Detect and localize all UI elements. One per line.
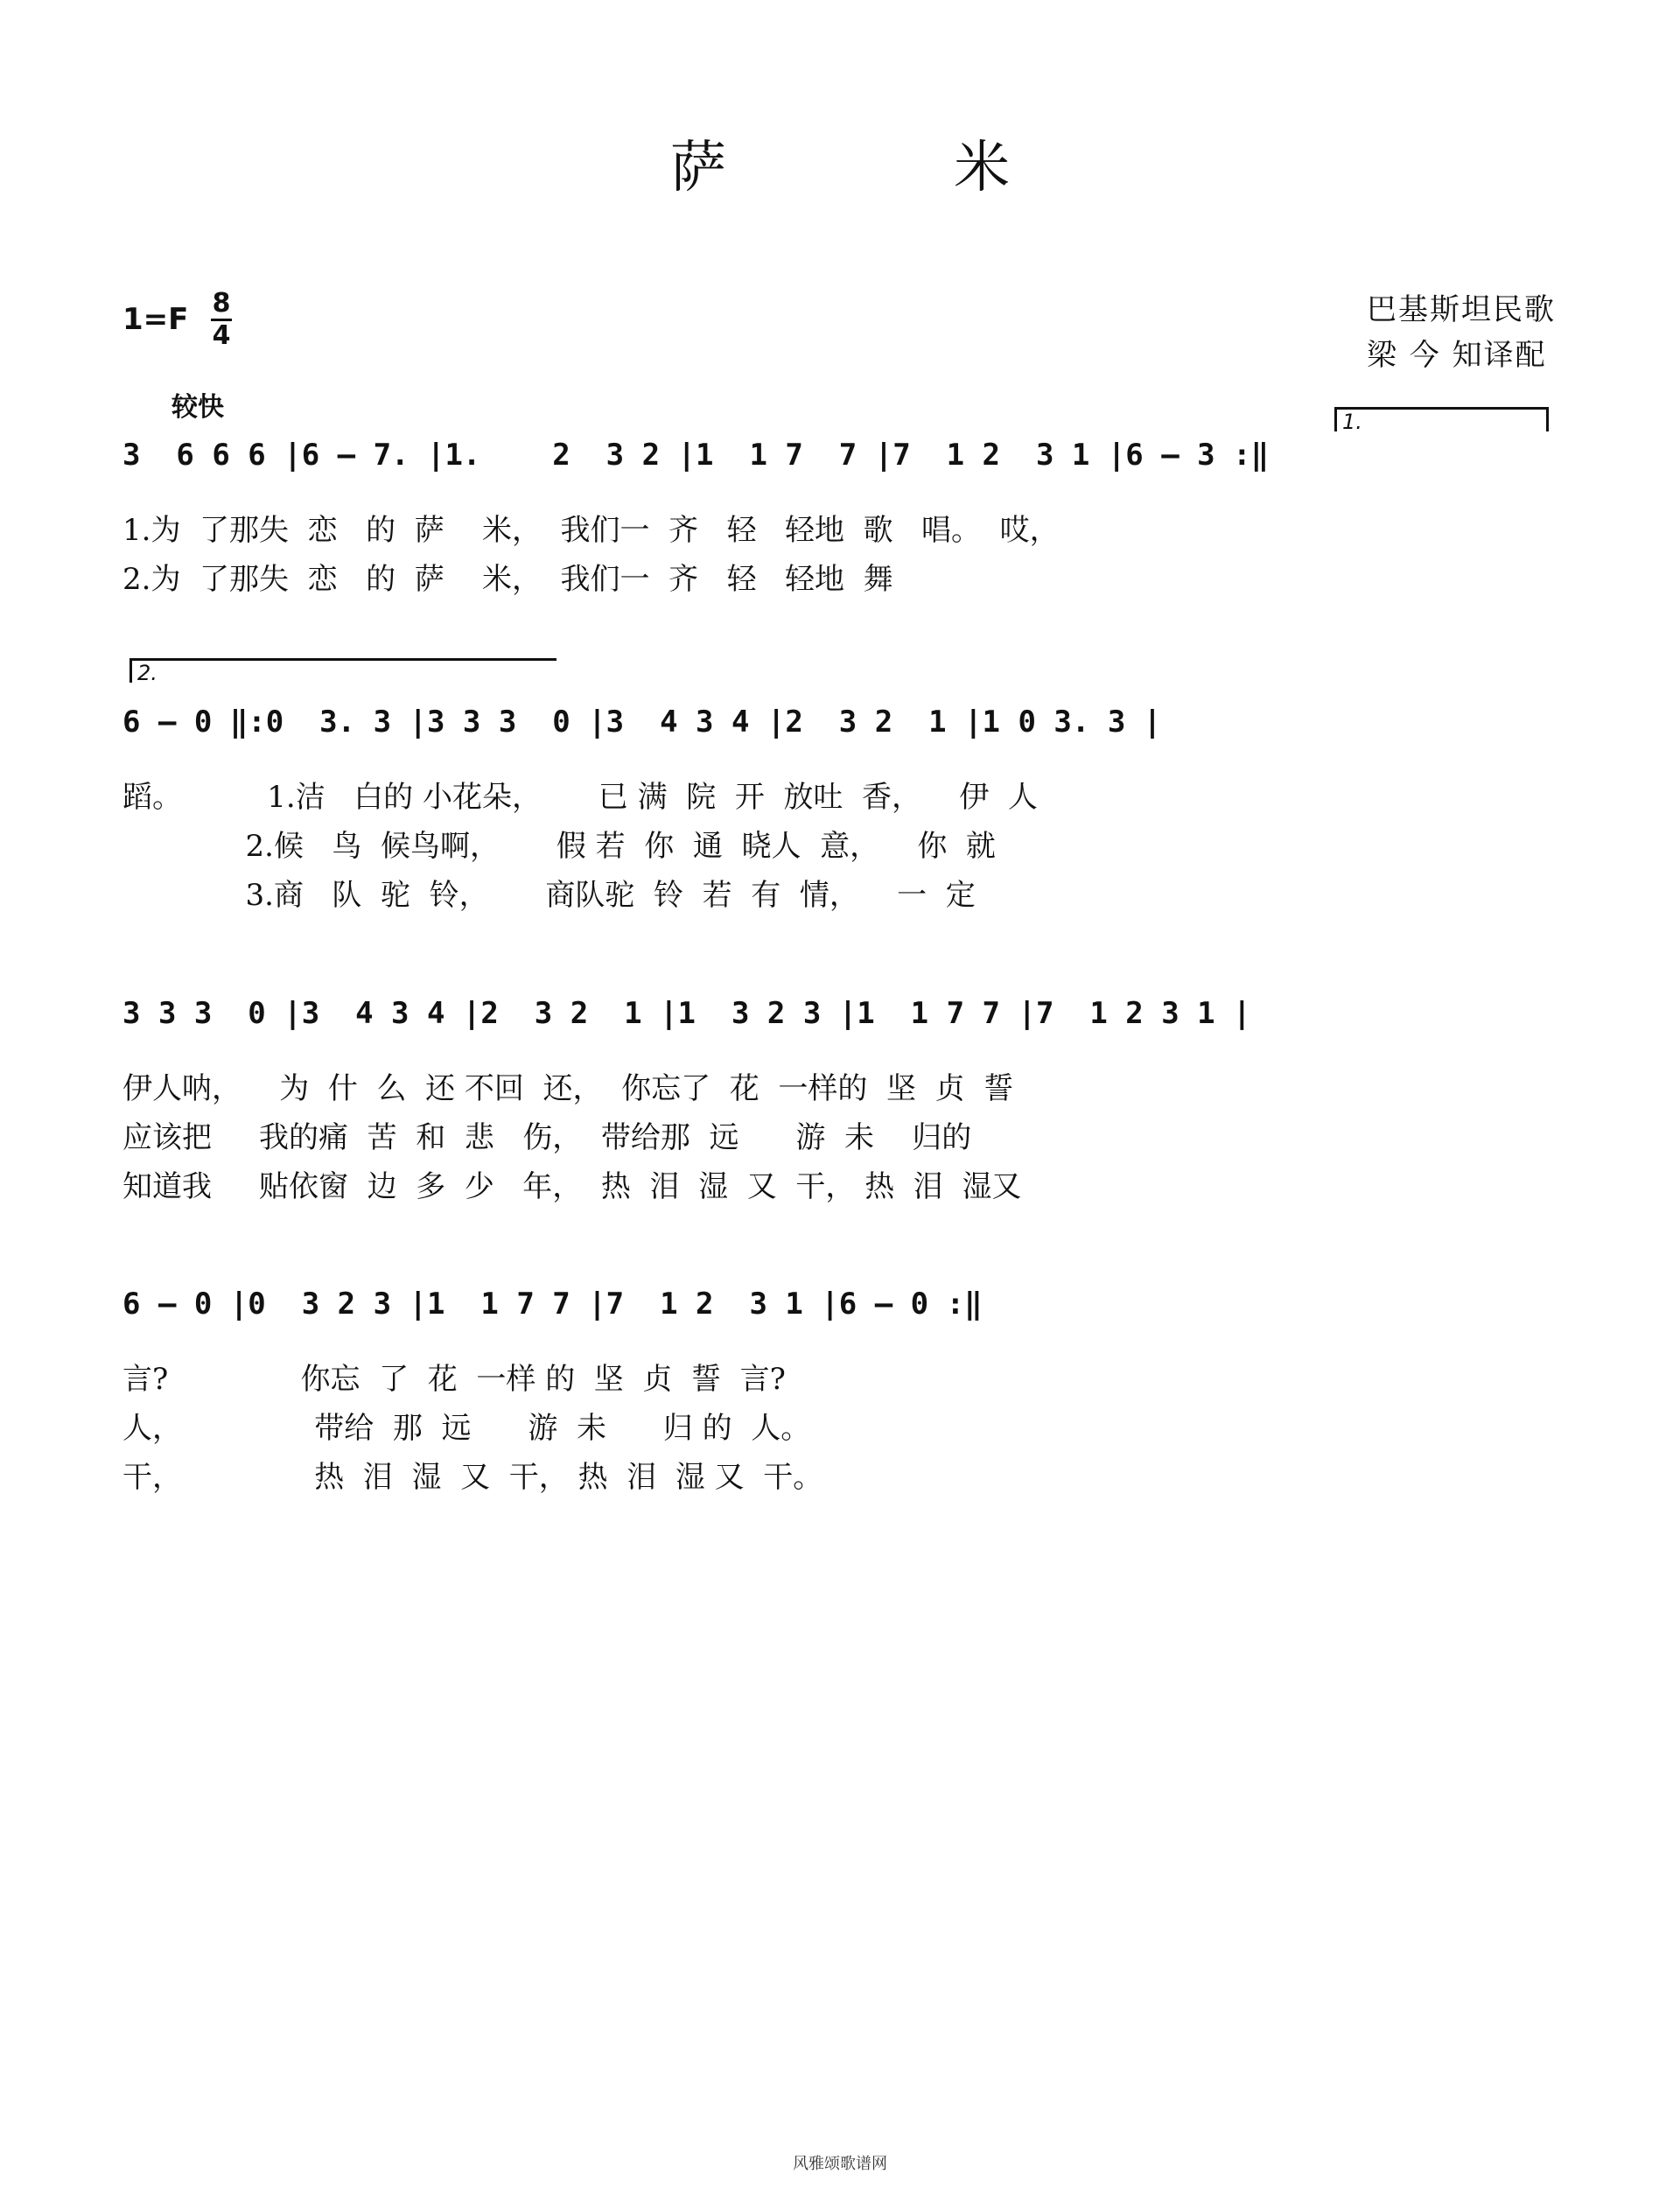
lyric-line: 1.为 了那失 恋 的 萨 米， 我们一 齐 轻 轻地 歌 唱。 哎， [122,513,1060,548]
key-signature: 1=F [122,302,189,337]
time-signature [208,289,234,351]
first-ending-label: 1. [1342,410,1362,434]
song-title: 萨 米 [669,136,1116,200]
lyric-line: 3.商 队 驼 铃， 商队驼 铃 若 有 情， 一 定 [122,878,976,913]
notation-line: 3 6 6 6 |6 – 7. |1. 2 3 2 |1 1 7 7 |7 1 2 3 1 |6 – 3 :‖ [122,438,1270,473]
lyric-line: 2.候 鸟 候鸟啊， 假 若 你 通 晓人 意， 你 就 [122,829,996,864]
footer-watermark: 风雅颂歌谱网 [793,2155,887,2173]
credits [1367,287,1556,378]
lyric-line: 伊人呐， 为 什 么 还 不回 还， 你忘了 花 一样的 坚 贞 誓 [122,1071,1014,1106]
tempo-marking: 较快 [172,392,224,423]
second-ending-bracket [130,658,556,683]
second-ending-label: 2. [137,661,158,685]
lyric-line: 应该把 我的痛 苦 和 悲 伤， 带给那 远 游 未 归的 [122,1120,972,1155]
meter-top: 8 [212,288,231,319]
notation-line: 3 3 3 0 |3 4 3 4 |2 3 2 1 |1 3 2 3 |1 1 7 7 |7 1 2 3 1 | [122,996,1251,1031]
lyric-line: 蹈。 1.洁 白的 小花朵， 已 满 院 开 放吐 香， 伊 人 [122,780,1038,815]
first-ending-bracket [1334,407,1549,434]
lyric-line: 2.为 了那失 恋 的 萨 米， 我们一 齐 轻 轻地 舞 [122,562,893,597]
lyric-line: 知道我 贴依窗 边 多 少 年， 热 泪 湿 又 干， 热 泪 湿又 [122,1169,1022,1204]
credit-translator: 梁 今 知译配 [1367,338,1547,373]
meter-bottom: 4 [212,320,231,351]
lyric-line: 人， 带给 那 远 游 未 归 的 人。 [122,1411,811,1446]
lyric-line: 言? 你忘 了 花 一样 的 坚 贞 誓 言? [122,1362,786,1397]
lyric-line: 干， 热 泪 湿 又 干， 热 泪 湿 又 干。 [122,1460,823,1495]
notation-line: 6 – 0 |0 3 2 3 |1 1 7 7 |7 1 2 3 1 |6 – 0 :‖ [122,1287,983,1322]
notation-line: 6 – 0 ‖:0 3. 3 |3 3 3 0 |3 4 3 4 |2 3 2 1 |1 0 3. 3 | [122,705,1162,740]
credit-origin: 巴基斯坦民歌 [1367,292,1556,327]
